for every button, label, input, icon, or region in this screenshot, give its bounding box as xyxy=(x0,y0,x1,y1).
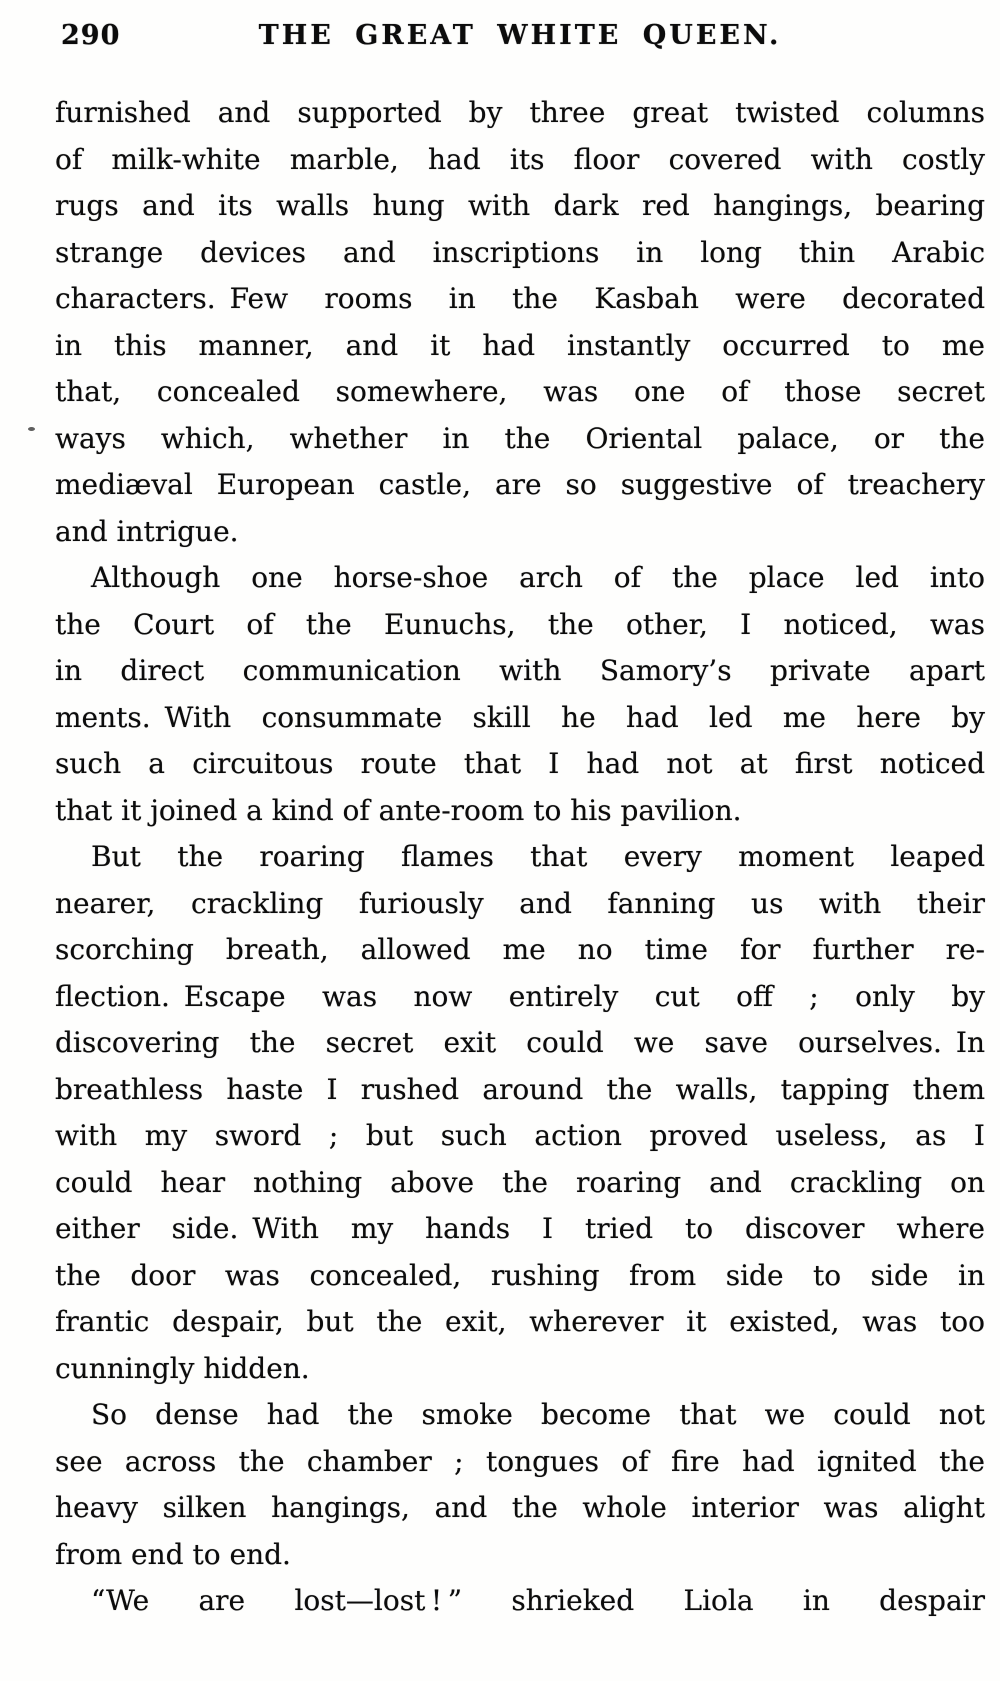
text-line: flection. Escape was now entirely cut off ; only by xyxy=(55,979,985,1013)
text-line: could hear nothing above the roaring and crackling on xyxy=(55,1165,985,1199)
text-line: discovering the secret exit could we save ourselves. In xyxy=(55,1026,985,1059)
text-line: that, concealed somewhere, was one of those secret xyxy=(55,375,985,408)
text-line: frantic despair, but the exit, wherever it existed, was too xyxy=(55,1305,985,1338)
text-line: of milk-white marble, had its floor covered with costly xyxy=(55,142,985,176)
text-line: that it joined a kind of ante-room to his pavilion. xyxy=(55,793,742,827)
text-line: But the roaring flames that every moment leaped xyxy=(91,840,985,873)
page-header xyxy=(55,20,985,60)
text-line: “We are lost—lost ! ” shrieked Liola in despair xyxy=(91,1584,985,1617)
text-line: rugs and its walls hung with dark red hangings, bearing xyxy=(55,189,985,222)
text-line: from end to end. xyxy=(55,1537,291,1571)
text-line: ments. With consummate skill he had led me here by xyxy=(55,700,985,734)
text-line: So dense had the smoke become that we could not xyxy=(91,1398,985,1431)
text-line: strange devices and inscriptions in long thin Arabic xyxy=(55,235,985,269)
text-line: furnished and supported by three great twisted columns xyxy=(55,96,985,129)
running-title: THE GREAT WHITE QUEEN. xyxy=(258,20,782,51)
text-line: and intrigue. xyxy=(55,514,239,548)
text-line: in this manner, and it had instantly occurred to me xyxy=(55,328,985,362)
text-line: the Court of the Eunuchs, the other, I noticed, was xyxy=(55,607,985,641)
text-line: Although one horse-shoe arch of the place led into xyxy=(91,561,985,594)
scan-speck xyxy=(28,427,35,431)
text-line: either side. With my hands I tried to discover where xyxy=(55,1212,985,1245)
text-line: in direct communication with Samory’s private apart xyxy=(55,654,985,687)
text-line: breathless haste I rushed around the walls, tapping them xyxy=(55,1072,985,1106)
text-line: ways which, whether in the Oriental palace, or the xyxy=(55,421,985,455)
text-line: the door was concealed, rushing from side to side in xyxy=(55,1258,985,1292)
text-line: see across the chamber ; tongues of fire had ignited the xyxy=(55,1444,985,1478)
text-line: heavy silken hangings, and the whole interior was alight xyxy=(55,1491,985,1524)
text-line: nearer, crackling furiously and fanning us with their xyxy=(55,886,985,920)
body-text xyxy=(55,90,985,1625)
text-line: cunningly hidden. xyxy=(55,1351,310,1385)
page-number: 290 xyxy=(61,20,121,51)
text-line: with my sword ; but such action proved useless, as I xyxy=(55,1119,985,1152)
text-line: mediæval European castle, are so suggestive of treachery xyxy=(55,468,985,501)
text-line: such a circuitous route that I had not at first noticed xyxy=(55,747,985,780)
text-line: scorching breath, allowed me no time for further re- xyxy=(55,933,985,966)
text-line: characters. Few rooms in the Kasbah were decorated xyxy=(55,282,985,315)
